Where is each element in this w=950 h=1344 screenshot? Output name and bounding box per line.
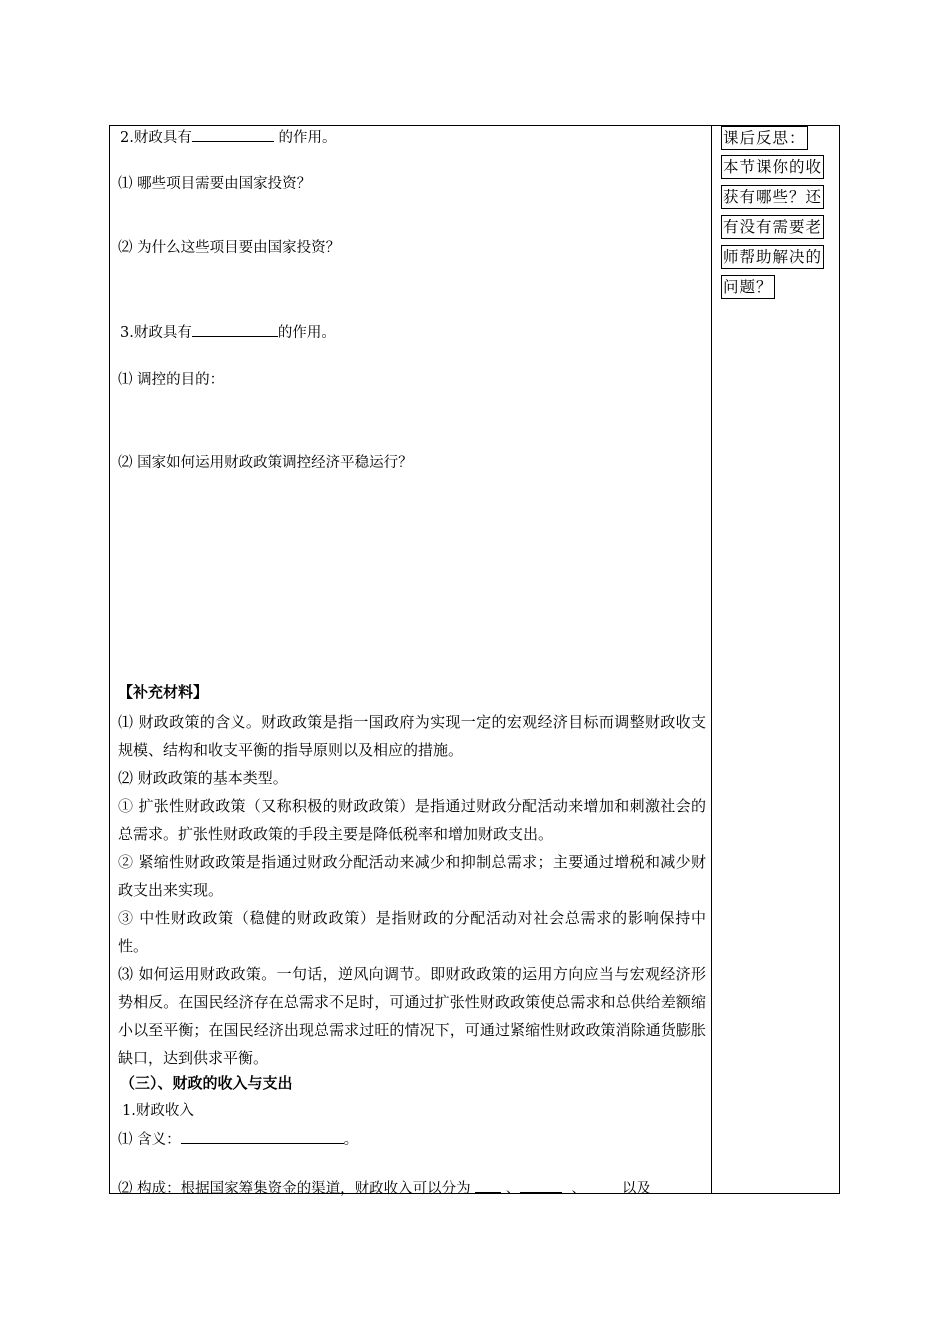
- question-2: 2.财政具有 的作用。: [120, 127, 336, 148]
- question-2-2: ⑵ 为什么这些项目要由国家投资？: [118, 240, 341, 256]
- question-3-1: ⑴ 调控的目的：: [118, 372, 225, 388]
- supplement-paragraph: ① 扩张性财政政策（又称积极的财政政策）是指通过财政分配活动来增加和刺激社会的总需求。扩张性财政政策的手段主要是降低税率和增加财政支出。: [118, 797, 706, 843]
- supplement-heading: 【补充材料】: [118, 683, 209, 701]
- column-divider: [711, 126, 712, 1193]
- supplement-paragraph: ③ 中性财政政策（稳健的财政政策）是指财政的分配活动对社会总需求的影响保持中性。: [118, 909, 706, 955]
- supplement-paragraph: ② 紧缩性财政政策是指通过财政分配活动来减少和抑制总需求；主要通过增税和减少财政支出来实现。: [118, 853, 706, 899]
- supplement-paragraph: ⑴ 财政政策的含义。财政政策是指一国政府为实现一定的宏观经济目标而调整财政收支规模、结构和收支平衡的指导原则以及相应的措施。: [118, 713, 706, 759]
- reflection-line: 问题？: [721, 275, 775, 299]
- question-2-1: ⑴ 哪些项目需要由国家投资？: [118, 176, 312, 192]
- reflection-line: 有没有需要老: [721, 215, 824, 239]
- reflection-title: 课后反思：: [721, 126, 808, 150]
- reflection-line: 获有哪些？还: [721, 185, 824, 209]
- supplement-text: [118, 708, 706, 1072]
- answer-blank[interactable]: [520, 1178, 562, 1193]
- answer-blank[interactable]: [181, 1129, 344, 1144]
- fiscal-revenue-title: 1.财政收入: [122, 1103, 194, 1119]
- supplement-paragraph: ⑵ 财政政策的基本类型。: [118, 769, 288, 787]
- worksheet-table: [109, 125, 840, 1197]
- fiscal-revenue-composition: ⑵ 构成：根据国家筹集资金的渠道，财政收入可以分为 、 、 以及: [118, 1178, 651, 1199]
- section-3-heading: （三）、财政的收入与支出: [120, 1074, 293, 1092]
- main-column: [110, 126, 710, 1197]
- answer-blank[interactable]: [475, 1178, 501, 1193]
- question-3-2: ⑵ 国家如何运用财政政策调控经济平稳运行？: [118, 455, 413, 471]
- supplement-paragraph: ⑶ 如何运用财政政策。一句话，逆风向调节。即财政政策的运用方向应当与宏观经济形势相反。在国民经济存在总需求不足时，可通过扩张性财政政策使总需求和总供给差额缩小以至平衡；在国民经济出现总需求过旺的情况下，可通过紧缩性财政政策消除通货膨胀缺口，达到供求平衡。: [118, 965, 706, 1067]
- reflection-line: 师帮助解决的: [721, 245, 824, 269]
- answer-blank[interactable]: [192, 127, 274, 142]
- fiscal-revenue-definition: ⑴ 含义： 。: [118, 1129, 358, 1150]
- answer-blank[interactable]: [192, 322, 278, 337]
- question-3: 3.财政具有 的作用。: [120, 322, 336, 343]
- reflection-line: 本节课你的收: [721, 155, 824, 179]
